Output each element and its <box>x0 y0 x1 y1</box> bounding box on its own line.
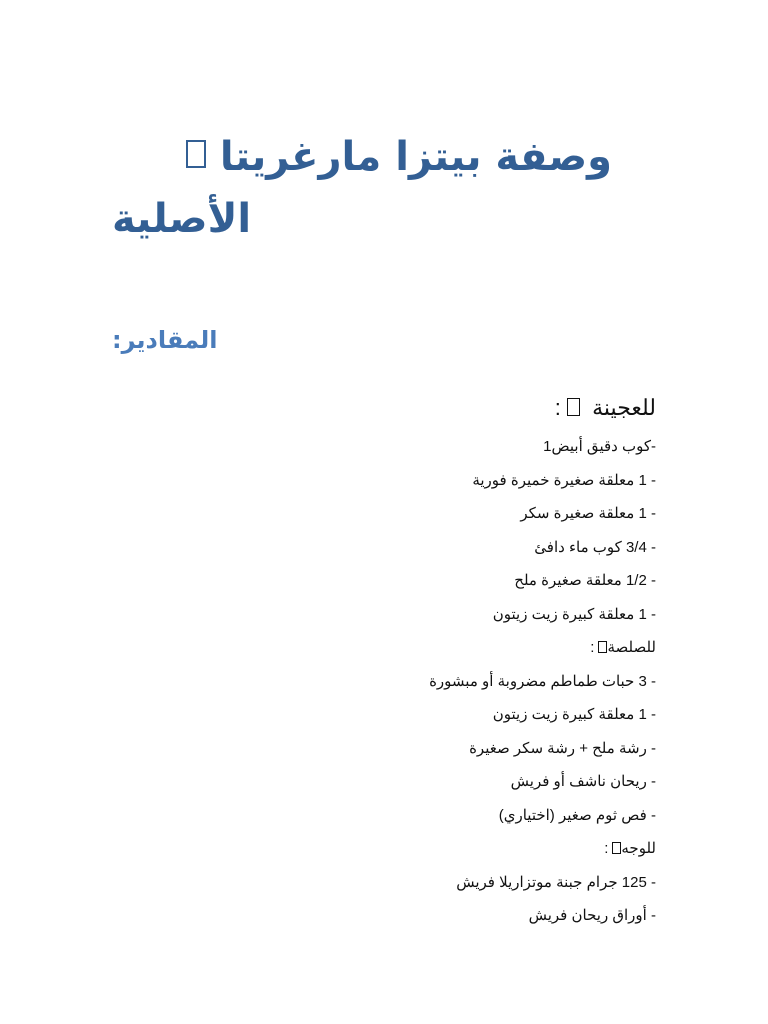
ingredient-line <box>96 799 656 833</box>
subsection-heading-text: للوجه <box>621 840 656 857</box>
subsection-heading-colon: : <box>604 840 609 857</box>
ingredient-line <box>96 866 656 900</box>
ingredient-text: - رشة ملح + رشة سكر صغيرة <box>469 739 656 757</box>
ingredient-text: - أوراق ريحان فريش <box>528 907 656 924</box>
document-title <box>112 126 612 250</box>
subsection-heading <box>96 631 656 665</box>
missing-glyph-icon <box>186 140 206 168</box>
ingredient-text: - 1 معلقة كبيرة زيت زيتون <box>492 706 656 723</box>
ingredient-text: - 3 حبات طماطم مضروبة أو مبشورة <box>429 672 656 690</box>
dough-heading <box>96 390 656 426</box>
ingredient-text: - 1 معلقة كبيرة زيت زيتون <box>492 605 656 623</box>
missing-glyph-icon <box>567 398 580 416</box>
dough-heading-text: للعجينة <box>592 395 656 420</box>
title-line-2: الأصلية <box>112 196 252 242</box>
ingredient-text: - 3/4 كوب ماء دافئ <box>534 538 656 556</box>
ingredient-line <box>96 899 656 933</box>
subsection-heading-text: للصلصة <box>607 639 656 656</box>
ingredient-line <box>96 765 656 799</box>
ingredient-line <box>96 464 656 498</box>
dough-heading-colon: : <box>554 395 561 420</box>
ingredient-text: - 1 معلقة صغيرة خميرة فورية <box>472 471 656 489</box>
subsection-heading <box>96 832 656 866</box>
ingredient-text: - فص ثوم صغير (اختياري) <box>498 806 656 824</box>
ingredient-text: - 1 معلقة صغيرة سكر <box>520 505 656 522</box>
ingredient-line <box>96 430 656 464</box>
ingredient-line <box>96 598 656 632</box>
ingredient-text: - 1/2 معلقة صغيرة ملح <box>514 572 656 589</box>
ingredient-line <box>96 564 656 598</box>
ingredient-list <box>96 430 656 933</box>
ingredient-text: - ريحان ناشف أو فريش <box>510 773 656 790</box>
subsection-heading-colon: : <box>590 639 595 656</box>
ingredient-line <box>96 698 656 732</box>
ingredient-text: -كوب دقيق أبيض1 <box>543 438 656 455</box>
recipe-body <box>96 390 656 933</box>
title-line-1 <box>112 126 612 188</box>
ingredient-line <box>96 732 656 766</box>
ingredient-line <box>96 531 656 565</box>
ingredient-line <box>96 665 656 699</box>
ingredient-text: - 125 جرام جبنة موتزاريلا فريش <box>456 873 656 891</box>
ingredients-heading: المقادير: <box>112 326 218 354</box>
ingredient-line <box>96 497 656 531</box>
title-line-1-text: وصفة بيتزا مارغريتا <box>219 134 612 180</box>
